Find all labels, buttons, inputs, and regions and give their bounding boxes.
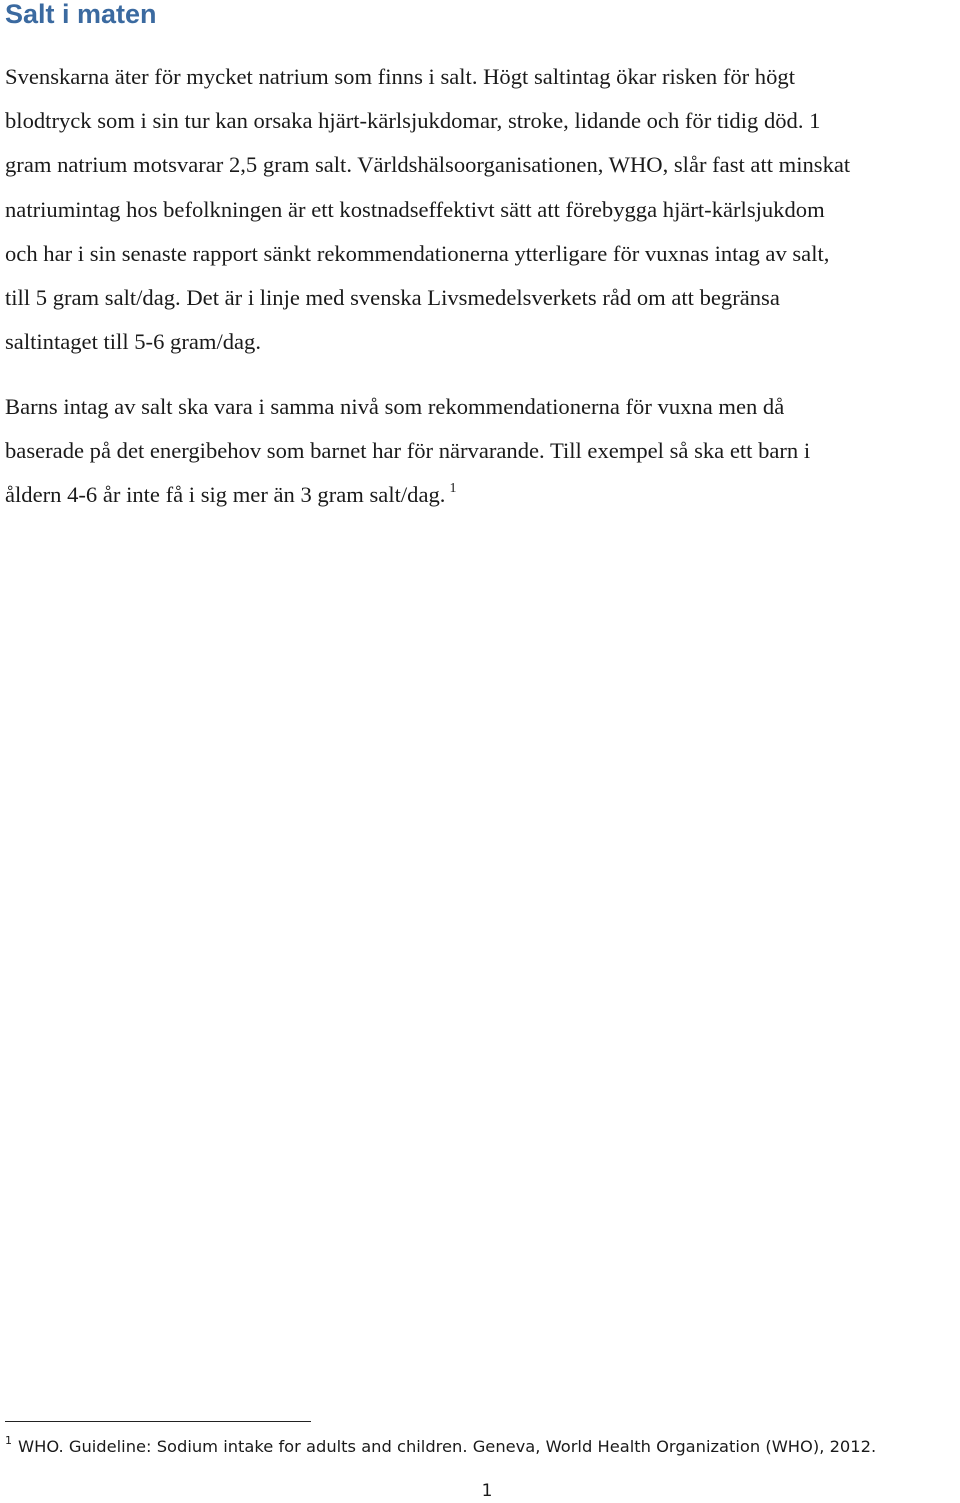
paragraph-line: saltintaget till 5-6 gram/dag.: [5, 329, 261, 355]
footnote: [5, 1434, 876, 1460]
paragraph-children-intake: [5, 385, 960, 518]
paragraph-line: Svenskarna äter för mycket natrium som finns i salt. Högt saltintag ökar risken för högt: [5, 64, 795, 89]
paragraph-line: till 5 gram salt/dag. Det är i linje med svenska Livsmedelsverkets råd om att begränsa: [5, 284, 780, 310]
footnote-marker: 1: [5, 1434, 12, 1447]
paragraph-line-text: åldern 4-6 år inte få i sig mer än 3 gram salt/dag.: [5, 482, 446, 508]
footnote-separator: [5, 1421, 311, 1422]
paragraph-line: Barns intag av salt ska vara i samma nivå som rekommendationerna för vuxna men då: [5, 394, 785, 419]
paragraph-line: och har i sin senaste rapport sänkt rekommendationerna ytterligare för vuxnas intag av salt,: [5, 240, 830, 266]
paragraph-line: blodtryck som i sin tur kan orsaka hjärt-kärlsjukdomar, stroke, lidande och för tidig död. 1: [5, 108, 821, 134]
page-title: Salt i maten: [5, 0, 157, 29]
paragraph-line: baserade på det energibehov som barnet har för närvarande. Till exempel så ska ett barn i: [5, 438, 811, 464]
footnote-text: WHO. Guideline: Sodium intake for adults and children. Geneva, World Health Organization (WHO), 2012.: [18, 1437, 877, 1456]
page-number: 1: [481, 1481, 493, 1501]
paragraph-line: natriumintag hos befolkningen är ett kostnadseffektivt sätt att förebygga hjärt-kärlsjukdom: [5, 196, 825, 222]
paragraph-line: gram natrium motsvarar 2,5 gram salt. Världshälsoorganisationen, WHO, slår fast att minskat: [5, 152, 851, 178]
paragraph-line-with-ref: [5, 473, 960, 517]
paragraph-salt-intake: [5, 55, 960, 364]
footnote-reference[interactable]: 1: [449, 481, 457, 497]
